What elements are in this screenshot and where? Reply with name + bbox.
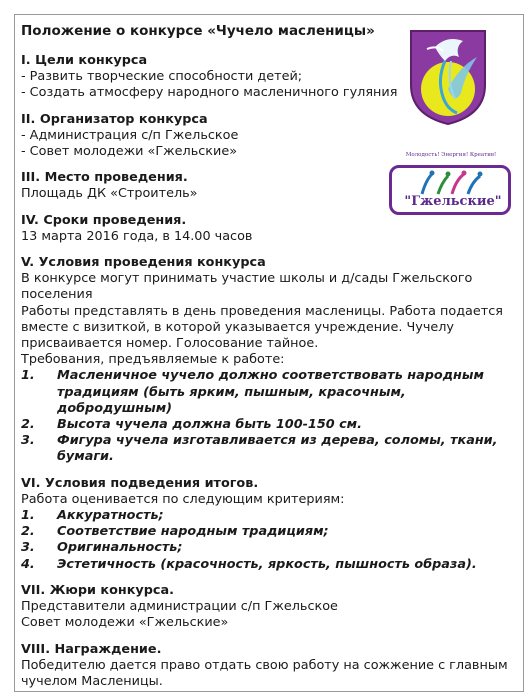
list-item: - Совет молодежи «Гжельские» (21, 144, 238, 160)
list-item: - Создать атмосферу народного масленичного гуляния (21, 85, 398, 101)
requirement-number: 3. (21, 433, 35, 449)
criterion-number: 3. (21, 540, 35, 556)
section-heading-award: VIII. Награждение. (21, 641, 162, 657)
requirements-intro: Требования, предъявляемые к работе: (21, 352, 285, 368)
section-heading-goals: I. Цели конкурса (21, 53, 148, 68)
requirement-text: Фигура чучела изготавливается из дерева, соломы, ткани, бумаги. (57, 433, 498, 465)
criterion-text: Соответствие народным традициям; (57, 524, 329, 540)
criterion-number: 4. (21, 556, 35, 572)
criterion-number: 2. (21, 524, 35, 540)
section-heading-dates: IV. Сроки проведения. (21, 212, 187, 228)
requirement-item (21, 433, 516, 465)
list-item: - Администрация с/п Гжельское (21, 127, 239, 143)
conditions-paragraph: Работы представлять в день проведения масленицы. Работа подается вместе с визиткой, в которой указывается учреждение. Чучелу присваивается номер. Голосование тайное. (21, 303, 503, 352)
criterion-item (21, 557, 516, 573)
list-item: - Развить творческие способности детей; (21, 69, 303, 85)
requirement-item (21, 417, 516, 433)
section-heading-conditions: V. Условия проведения конкурса (21, 255, 266, 271)
criterion-item (21, 508, 516, 524)
criterion-text: Эстетичность (красочность, яркость, пышность образа). (57, 556, 477, 572)
document-body (21, 53, 516, 690)
requirement-item (21, 368, 516, 417)
requirement-number: 2. (21, 417, 35, 433)
place-text: Площадь ДК «Строитель» (21, 186, 198, 202)
list-item: Представители администрации с/п Гжельское (21, 599, 338, 615)
criterion-number: 1. (21, 508, 35, 524)
logo-tagline: Молодость! Энергия! Креатив! (405, 152, 497, 158)
results-intro: Работа оценивается по следующим критериям: (21, 491, 345, 507)
dates-text: 13 марта 2016 года, в 14.00 часов (21, 228, 253, 244)
section-heading-results: VI. Условия подведения итогов. (21, 475, 259, 491)
award-text: Победителю дается право отдать свою работу на сожжение с главным чучелом Масленицы. (21, 657, 508, 689)
criterion-text: Оригинальность; (57, 540, 183, 556)
logo-name: "Гжельские" (404, 194, 502, 209)
criterion-item (21, 524, 516, 540)
requirement-text: Высота чучела должна быть 100-150 см. (57, 417, 363, 433)
section-heading-organizer: II. Организатор конкурса (21, 111, 208, 127)
list-item: Совет молодежи «Гжельские» (21, 615, 229, 631)
document-page (14, 14, 524, 692)
section-heading-jury: VII. Жюри конкурса. (21, 582, 175, 598)
criterion-item (21, 540, 516, 556)
page-title: Положение о конкурсе «Чучело масленицы» (21, 23, 375, 39)
section-heading-place: III. Место проведения. (21, 170, 188, 186)
criterion-text: Аккуратность; (57, 508, 164, 524)
conditions-paragraph: В конкурсе могут принимать участие школы и д/сады Гжельского поселения (21, 271, 473, 303)
requirement-text: Масленичное чучело должно соответствовать народным традициям (быть ярким, пышным, красочным, добродушным) (57, 368, 484, 416)
requirement-number: 1. (21, 368, 35, 384)
